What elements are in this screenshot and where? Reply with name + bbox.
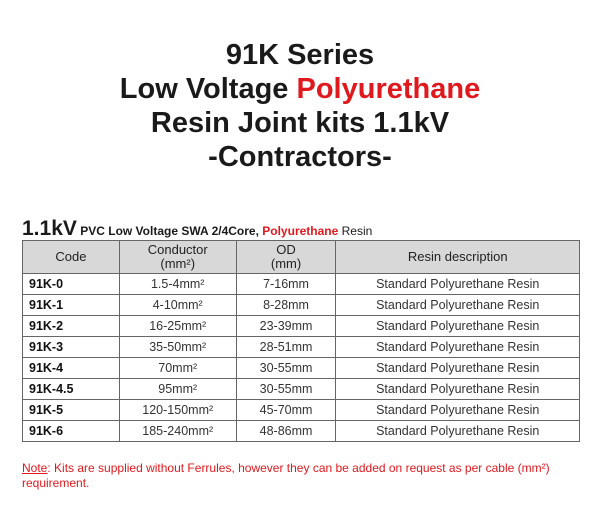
page-title xyxy=(0,38,600,174)
note-text: : Kits are supplied without Ferrules, however they can be added on request as per cable (mm²) requirement. xyxy=(22,461,550,490)
cell-od: 48-86mm xyxy=(236,421,336,442)
header-conductor xyxy=(119,241,236,274)
table-row xyxy=(23,379,580,400)
header-od-unit: (mm) xyxy=(270,256,302,271)
spec-table xyxy=(22,240,580,442)
cell-conductor: 120-150mm² xyxy=(119,400,236,421)
cell-resin: Standard Polyurethane Resin xyxy=(336,316,580,337)
cell-conductor: 4-10mm² xyxy=(119,295,236,316)
cell-conductor: 70mm² xyxy=(119,358,236,379)
cell-resin: Standard Polyurethane Resin xyxy=(336,379,580,400)
cell-resin: Standard Polyurethane Resin xyxy=(336,274,580,295)
cell-code: 91K-4.5 xyxy=(23,379,120,400)
section-description: PVC Low Voltage SWA 2/4Core, xyxy=(76,224,263,238)
cell-conductor: 35-50mm² xyxy=(119,337,236,358)
section-heading xyxy=(22,217,372,241)
cell-od: 45-70mm xyxy=(236,400,336,421)
cell-code: 91K-0 xyxy=(23,274,120,295)
table-row xyxy=(23,337,580,358)
header-conductor-label: Conductor xyxy=(147,242,208,257)
cell-od: 28-51mm xyxy=(236,337,336,358)
table-row xyxy=(23,400,580,421)
cell-code: 91K-1 xyxy=(23,295,120,316)
table-row xyxy=(23,316,580,337)
title-line-3: Resin Joint kits 1.1kV xyxy=(150,107,450,139)
header-od-label: OD xyxy=(276,242,296,257)
table-row xyxy=(23,358,580,379)
cell-conductor: 1.5-4mm² xyxy=(119,274,236,295)
cell-od: 23-39mm xyxy=(236,316,336,337)
cell-code: 91K-2 xyxy=(23,316,120,337)
title-line-1: 91K Series xyxy=(225,39,375,71)
section-suffix: Resin xyxy=(338,224,373,238)
cell-resin: Standard Polyurethane Resin xyxy=(336,337,580,358)
table-row xyxy=(23,274,580,295)
cell-code: 91K-5 xyxy=(23,400,120,421)
cell-code: 91K-4 xyxy=(23,358,120,379)
section-highlight: Polyurethane xyxy=(262,224,339,238)
table-row xyxy=(23,421,580,442)
cell-conductor: 185-240mm² xyxy=(119,421,236,442)
table-row xyxy=(23,295,580,316)
header-od xyxy=(236,241,336,274)
cell-conductor: 95mm² xyxy=(119,379,236,400)
cell-od: 7-16mm xyxy=(236,274,336,295)
cell-resin: Standard Polyurethane Resin xyxy=(336,421,580,442)
cell-resin: Standard Polyurethane Resin xyxy=(336,400,580,421)
section-voltage: 1.1kV xyxy=(22,217,77,240)
cell-code: 91K-6 xyxy=(23,421,120,442)
title-highlight: Polyurethane xyxy=(296,73,481,105)
title-line-2 xyxy=(0,72,600,106)
header-resin: Resin description xyxy=(336,241,580,274)
cell-code: 91K-3 xyxy=(23,337,120,358)
cell-od: 30-55mm xyxy=(236,358,336,379)
header-conductor-unit: (mm²) xyxy=(160,256,196,271)
note-label: Note xyxy=(22,461,48,475)
cell-od: 30-55mm xyxy=(236,379,336,400)
footnote xyxy=(22,461,582,491)
cell-resin: Standard Polyurethane Resin xyxy=(336,358,580,379)
title-line-4: -Contractors- xyxy=(208,141,392,173)
cell-resin: Standard Polyurethane Resin xyxy=(336,295,580,316)
table-header-row xyxy=(23,241,580,274)
header-code: Code xyxy=(23,241,120,274)
cell-od: 8-28mm xyxy=(236,295,336,316)
cell-conductor: 16-25mm² xyxy=(119,316,236,337)
title-line-2-prefix: Low Voltage xyxy=(119,73,297,105)
